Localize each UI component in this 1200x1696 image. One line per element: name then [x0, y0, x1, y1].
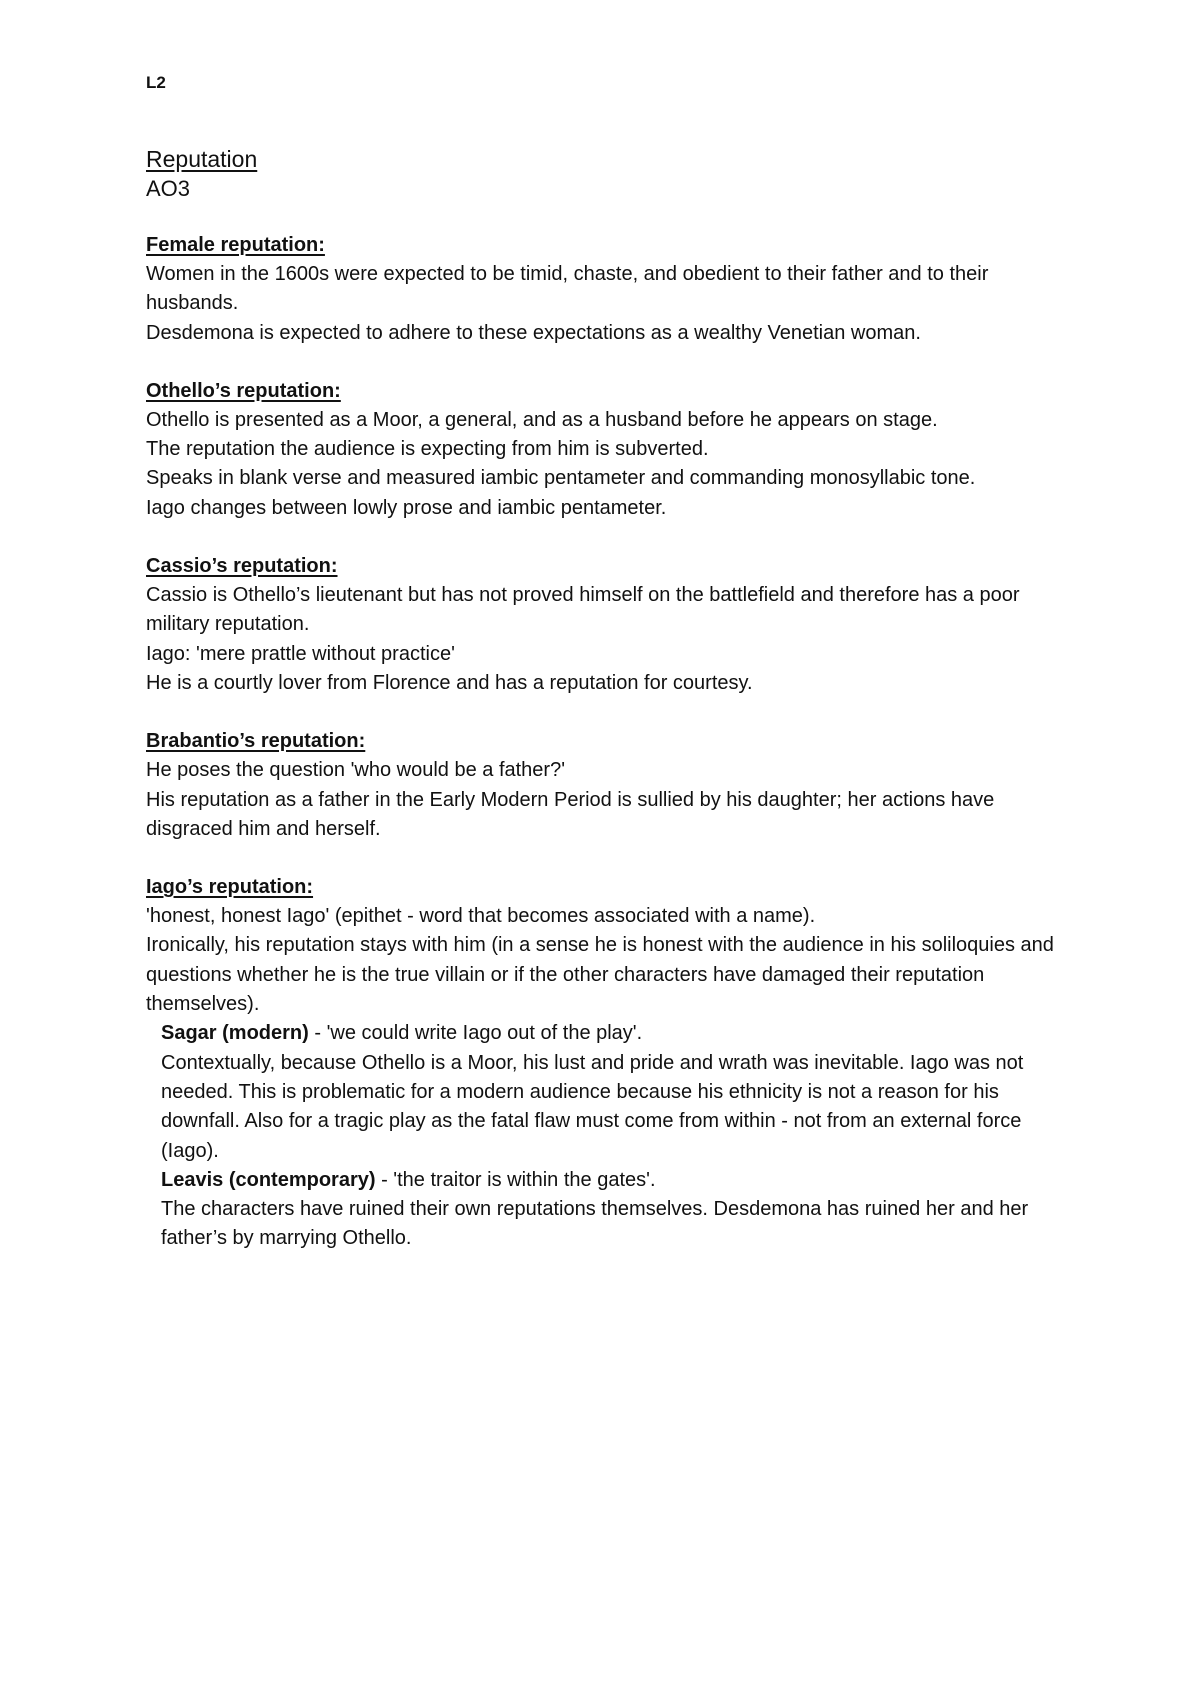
critic-quote: - 'the traitor is within the gates'.	[375, 1168, 656, 1191]
document-title: Reputation	[146, 146, 258, 172]
paragraph-line: 'honest, honest Iago' (epithet - word that becomes associated with a name).	[146, 905, 816, 928]
paragraph-line: Ironically, his reputation stays with him (in a sense he is honest with the audience in his soliloquies and questions whether he is the true villain or if the other characters have damaged their reputation themselves).	[146, 934, 1054, 1016]
paragraph-line: Cassio is Othello’s lieutenant but has not proved himself on the battlefield and therefore has a poor military reputation.	[146, 584, 1020, 636]
section-heading: Brabantio’s reputation:	[146, 730, 366, 753]
critic-quote-line	[146, 1019, 1066, 1048]
section-heading: Cassio’s reputation:	[146, 555, 338, 578]
paragraph-line: He is a courtly lover from Florence and has a reputation for courtesy.	[146, 671, 753, 694]
section-heading: Female reputation:	[146, 234, 325, 256]
critic-name: Leavis (contemporary)	[161, 1168, 376, 1191]
critic-name: Sagar (modern)	[161, 1022, 309, 1045]
critic-quote-line	[146, 1166, 1066, 1195]
document-page	[146, 72, 1066, 1283]
paragraph-line: The reputation the audience is expecting from him is subverted.	[146, 438, 709, 461]
paragraph-line: Speaks in blank verse and measured iambic pentameter and commanding monosyllabic tone.	[146, 467, 976, 490]
paragraph-line: Desdemona is expected to adhere to these expectations as a wealthy Venetian woman.	[146, 321, 921, 344]
section-brabantio-reputation	[146, 727, 1066, 844]
section-iago-reputation	[146, 873, 1066, 1254]
paragraph-line: Othello is presented as a Moor, a general, and as a husband before he appears on stage.	[146, 408, 938, 431]
page-label: L2	[146, 73, 166, 92]
paragraph-line: His reputation as a father in the Early Modern Period is sullied by his daughter; her actions have disgraced him and herself.	[146, 788, 995, 840]
paragraph-line: Iago changes between lowly prose and iambic pentameter.	[146, 496, 667, 519]
critic-comment: Contextually, because Othello is a Moor, his lust and pride and wrath was inevitable. Iago was not needed. This is problematic for a modern audience because his ethnicity is not a reason for his downfall. Also for a tragic play as the fatal flaw must come from within - not from an external force (Iago).	[161, 1051, 1024, 1162]
section-cassio-reputation	[146, 552, 1066, 698]
paragraph-line: He poses the question 'who would be a father?'	[146, 759, 566, 782]
section-othello-reputation	[146, 377, 1066, 523]
critic-comment: The characters have ruined their own reputations themselves. Desdemona has ruined her and her father’s by marrying Othello.	[161, 1198, 1029, 1250]
section-female-reputation	[146, 231, 1066, 348]
paragraph-line: Women in the 1600s were expected to be timid, chaste, and obedient to their father and to their husbands.	[146, 263, 989, 315]
paragraph-line: Iago: 'mere prattle without practice'	[146, 642, 455, 665]
section-heading: Iago’s reputation:	[146, 876, 314, 899]
section-heading: Othello’s reputation:	[146, 379, 341, 402]
document-subtitle: AO3	[146, 176, 191, 201]
critic-quote: - 'we could write Iago out of the play'.	[308, 1022, 643, 1045]
